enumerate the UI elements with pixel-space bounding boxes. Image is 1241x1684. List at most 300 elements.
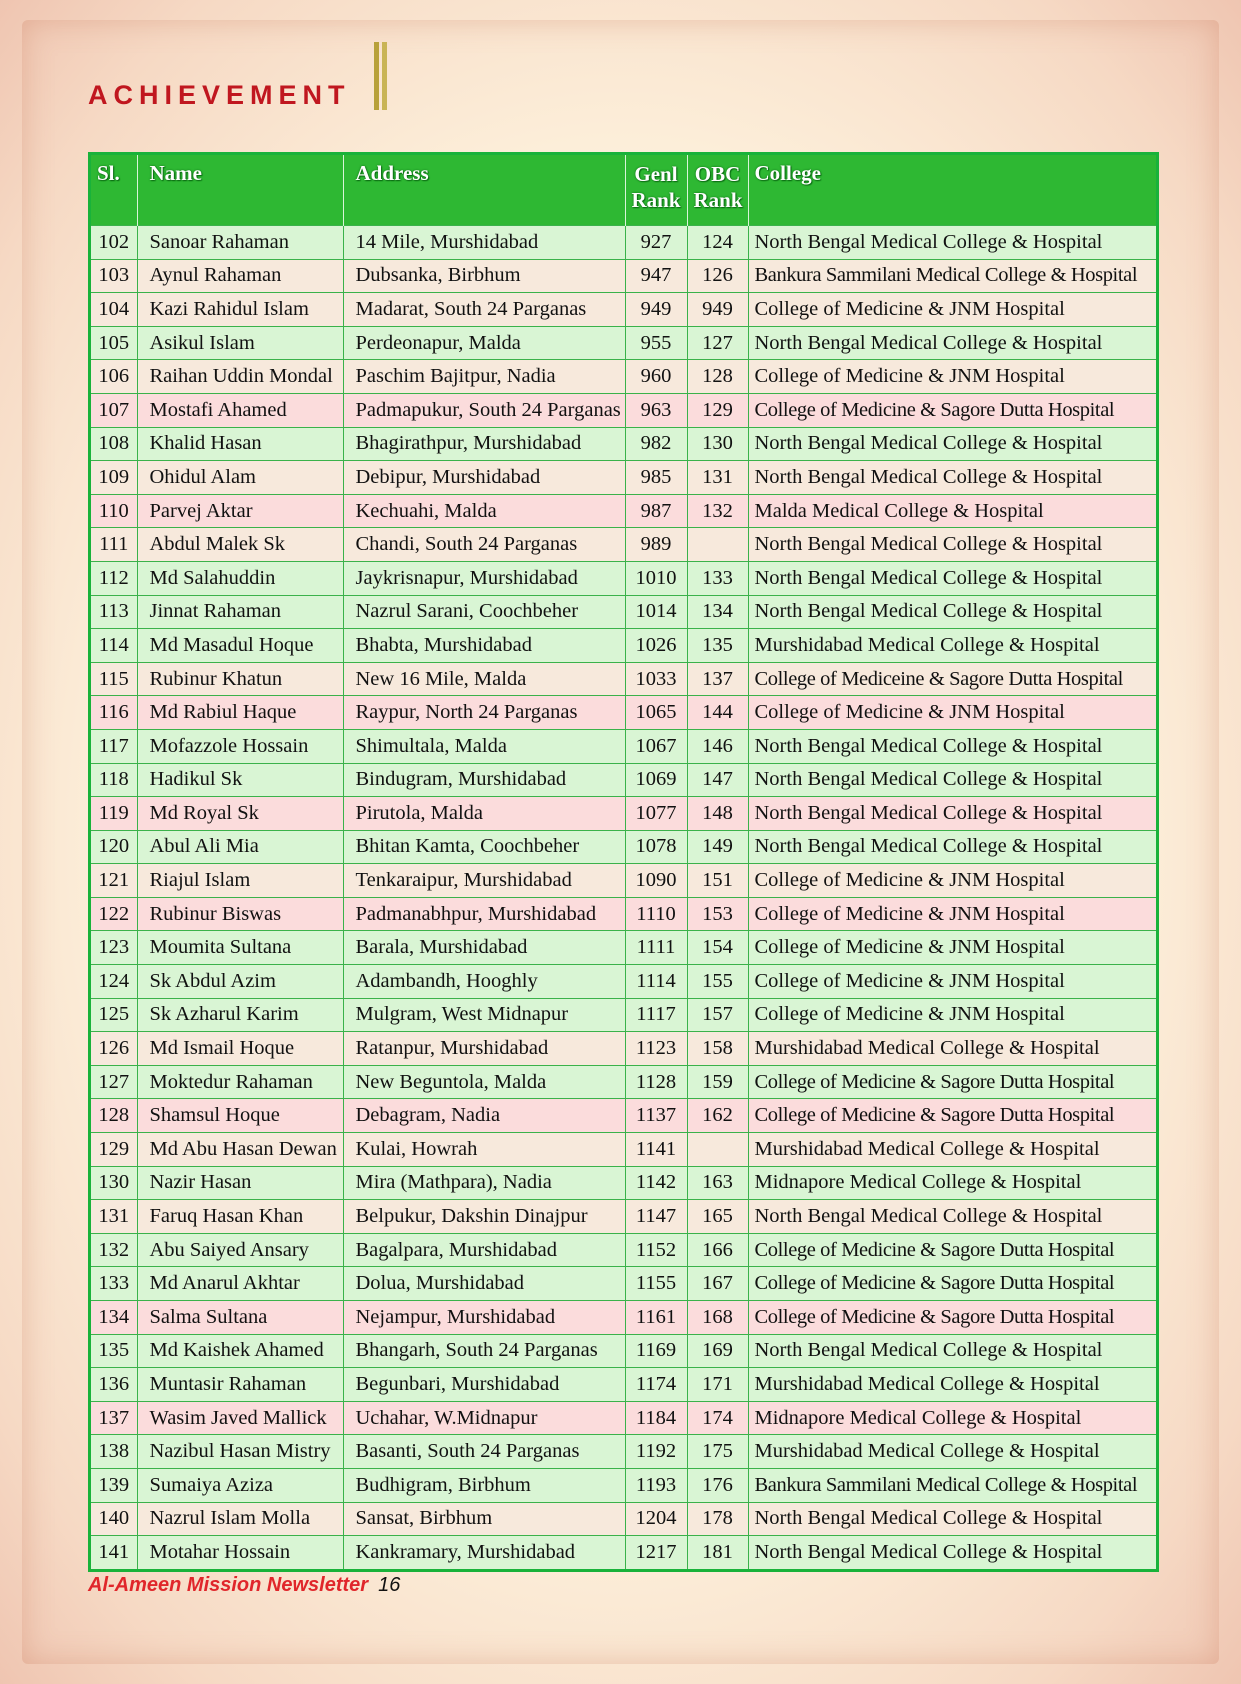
row-genl-rank: 949 [625,293,687,327]
row-sl: 126 [91,1032,137,1066]
row-obc-rank: 165 [687,1200,748,1234]
row-college: North Bengal Medical College & Hospital [748,1502,1156,1536]
row-name: Moumita Sultana [137,931,343,965]
table-row [91,965,1156,999]
row-sl: 123 [91,931,137,965]
row-obc-rank: 181 [687,1536,748,1569]
table-row [91,1502,1156,1536]
row-address: Bhagirathpur, Murshidabad [343,427,625,461]
row-obc-rank: 154 [687,931,748,965]
row-sl: 122 [91,897,137,931]
row-obc-rank: 144 [687,696,748,730]
table-row [91,729,1156,763]
row-address: Bhangarh, South 24 Parganas [343,1334,625,1368]
row-college: North Bengal Medical College & Hospital [748,528,1156,562]
row-name: Jinnat Rahaman [137,595,343,629]
row-address: Mulgram, West Midnapur [343,998,625,1032]
row-name: Ohidul Alam [137,461,343,495]
row-college: North Bengal Medical College & Hospital [748,1536,1156,1569]
row-name: Sk Abdul Azim [137,965,343,999]
table-row [91,830,1156,864]
row-address: Kankramary, Murshidabad [343,1536,625,1569]
row-sl: 138 [91,1435,137,1469]
row-sl: 121 [91,864,137,898]
row-obc-rank: 169 [687,1334,748,1368]
table-row [91,461,1156,495]
row-name: Muntasir Rahaman [137,1368,343,1402]
row-name: Salma Sultana [137,1301,343,1335]
row-obc-rank: 163 [687,1166,748,1200]
table-row [91,1099,1156,1133]
row-genl-rank: 963 [625,393,687,427]
row-address: Shimultala, Malda [343,729,625,763]
table-row [91,1301,1156,1335]
row-college: College of Medicine & Sagore Dutta Hospital [748,1065,1156,1099]
row-sl: 103 [91,259,137,293]
table-row [91,797,1156,831]
row-obc-rank: 127 [687,326,748,360]
row-college: College of Medicine & Sagore Dutta Hospital [748,393,1156,427]
table-row [91,326,1156,360]
row-name: Wasim Javed Mallick [137,1401,343,1435]
header-genl-line2: Rank [631,188,681,212]
table-row [91,1065,1156,1099]
row-name: Sk Azharul Karim [137,998,343,1032]
row-genl-rank: 1067 [625,729,687,763]
row-sl: 128 [91,1099,137,1133]
table-row [91,696,1156,730]
row-address: Chandi, South 24 Parganas [343,528,625,562]
row-college: North Bengal Medical College & Hospital [748,763,1156,797]
row-address: Dubsanka, Birbhum [343,259,625,293]
ornament-bar-1 [374,42,379,110]
row-college: North Bengal Medical College & Hospital [748,427,1156,461]
row-name: Abu Saiyed Ansary [137,1233,343,1267]
table-row [91,763,1156,797]
row-obc-rank: 159 [687,1065,748,1099]
row-name: Md Masadul Hoque [137,629,343,663]
row-sl: 116 [91,696,137,730]
row-genl-rank: 1155 [625,1267,687,1301]
table-row [91,561,1156,595]
table-row [91,1536,1156,1569]
row-name: Mostafi Ahamed [137,393,343,427]
row-name: Kazi Rahidul Islam [137,293,343,327]
row-genl-rank: 955 [625,326,687,360]
row-college: Bankura Sammilani Medical College & Hospital [748,1468,1156,1502]
table-row [91,494,1156,528]
row-name: Md Ismail Hoque [137,1032,343,1066]
header-genl-line1: Genl [634,162,678,186]
row-name: Aynul Rahaman [137,259,343,293]
table-row [91,1267,1156,1301]
row-obc-rank: 146 [687,729,748,763]
table-row [91,360,1156,394]
row-college: Murshidabad Medical College & Hospital [748,629,1156,663]
row-address: Pirutola, Malda [343,797,625,831]
table-row [91,427,1156,461]
row-sl: 134 [91,1301,137,1335]
row-obc-rank [687,528,748,562]
row-sl: 107 [91,393,137,427]
row-obc-rank: 135 [687,629,748,663]
row-address: Adambandh, Hooghly [343,965,625,999]
row-address: Barala, Murshidabad [343,931,625,965]
row-college: Malda Medical College & Hospital [748,494,1156,528]
row-sl: 120 [91,830,137,864]
row-address: Budhigram, Birbhum [343,1468,625,1502]
row-sl: 108 [91,427,137,461]
row-name: Raihan Uddin Mondal [137,360,343,394]
row-address: Nazrul Sarani, Coochbeher [343,595,625,629]
row-name: Md Salahuddin [137,561,343,595]
header-name [137,155,343,226]
row-address: Raypur, North 24 Parganas [343,696,625,730]
row-obc-rank: 149 [687,830,748,864]
row-address: Dolua, Murshidabad [343,1267,625,1301]
row-address: New 16 Mile, Malda [343,662,625,696]
row-genl-rank: 1174 [625,1368,687,1402]
row-obc-rank: 155 [687,965,748,999]
row-address: Uchahar, W.Midnapur [343,1401,625,1435]
row-genl-rank: 1217 [625,1536,687,1569]
row-name: Md Anarul Akhtar [137,1267,343,1301]
header-college: College [748,155,1156,226]
row-name: Sumaiya Aziza [137,1468,343,1502]
row-address: Begunbari, Murshidabad [343,1368,625,1402]
row-genl-rank: 1152 [625,1233,687,1267]
row-sl: 119 [91,797,137,831]
row-genl-rank: 1014 [625,595,687,629]
row-address: Mira (Mathpara), Nadia [343,1166,625,1200]
row-genl-rank: 1114 [625,965,687,999]
row-address: Madarat, South 24 Parganas [343,293,625,327]
row-sl: 118 [91,763,137,797]
row-genl-rank: 985 [625,461,687,495]
table-row [91,629,1156,663]
row-sl: 109 [91,461,137,495]
row-genl-rank: 1010 [625,561,687,595]
row-address: Padmapukur, South 24 Parganas [343,393,625,427]
row-college: College of Medicine & JNM Hospital [748,931,1156,965]
header-obc-rank [687,155,748,226]
row-genl-rank: 1117 [625,998,687,1032]
table-row [91,1200,1156,1234]
row-genl-rank: 1110 [625,897,687,931]
row-sl: 141 [91,1536,137,1569]
results-table [91,155,1156,1569]
row-college: North Bengal Medical College & Hospital [748,797,1156,831]
row-college: Midnapore Medical College & Hospital [748,1401,1156,1435]
row-obc-rank: 134 [687,595,748,629]
row-genl-rank: 1147 [625,1200,687,1234]
footer-page-number: 16 [378,1574,401,1596]
table-row [91,662,1156,696]
row-obc-rank: 133 [687,561,748,595]
row-genl-rank: 1137 [625,1099,687,1133]
row-obc-rank: 151 [687,864,748,898]
row-name: Rubinur Khatun [137,662,343,696]
row-obc-rank: 148 [687,797,748,831]
row-sl: 106 [91,360,137,394]
table-row [91,595,1156,629]
row-obc-rank: 158 [687,1032,748,1066]
row-college: Murshidabad Medical College & Hospital [748,1435,1156,1469]
row-obc-rank: 175 [687,1435,748,1469]
table-row [91,1435,1156,1469]
header-obc-line2: Rank [693,188,743,212]
row-genl-rank: 1142 [625,1166,687,1200]
row-genl-rank: 1193 [625,1468,687,1502]
row-address: Kulai, Howrah [343,1133,625,1167]
row-name: Nazibul Hasan Mistry [137,1435,343,1469]
row-sl: 104 [91,293,137,327]
row-obc-rank: 949 [687,293,748,327]
row-name: Rubinur Biswas [137,897,343,931]
table-row [91,1166,1156,1200]
row-address: Nejampur, Murshidabad [343,1301,625,1335]
header-address-label: Address [355,161,429,185]
row-sl: 139 [91,1468,137,1502]
row-genl-rank: 1078 [625,830,687,864]
row-sl: 110 [91,494,137,528]
row-name: Nazir Hasan [137,1166,343,1200]
row-name: Abul Ali Mia [137,830,343,864]
table-body [91,226,1156,1569]
row-sl: 127 [91,1065,137,1099]
row-genl-rank: 1184 [625,1401,687,1435]
row-address: 14 Mile, Murshidabad [343,226,625,260]
row-address: Jaykrisnapur, Murshidabad [343,561,625,595]
header-obc-line1: OBC [694,162,741,186]
header-address [343,155,625,226]
row-obc-rank: 176 [687,1468,748,1502]
header-genl-rank [625,155,687,226]
row-genl-rank: 1069 [625,763,687,797]
row-college: College of Medicine & JNM Hospital [748,293,1156,327]
row-address: Ratanpur, Murshidabad [343,1032,625,1066]
row-genl-rank: 1123 [625,1032,687,1066]
row-address: Paschim Bajitpur, Nadia [343,360,625,394]
row-address: New Beguntola, Malda [343,1065,625,1099]
row-name: Shamsul Hoque [137,1099,343,1133]
row-college: North Bengal Medical College & Hospital [748,561,1156,595]
row-sl: 115 [91,662,137,696]
row-genl-rank: 1169 [625,1334,687,1368]
row-obc-rank: 137 [687,662,748,696]
row-obc-rank: 129 [687,393,748,427]
row-sl: 113 [91,595,137,629]
row-sl: 132 [91,1233,137,1267]
row-sl: 136 [91,1368,137,1402]
heading-ornament [374,42,390,110]
header-sl: Sl. [91,155,137,226]
row-name: Khalid Hasan [137,427,343,461]
table-row [91,931,1156,965]
row-sl: 133 [91,1267,137,1301]
row-genl-rank: 1033 [625,662,687,696]
table-row [91,864,1156,898]
row-genl-rank: 1161 [625,1301,687,1335]
row-genl-rank: 1128 [625,1065,687,1099]
table-row [91,1468,1156,1502]
table-row [91,293,1156,327]
row-college: North Bengal Medical College & Hospital [748,595,1156,629]
table-header-row [91,155,1156,226]
row-college: College of Medicine & Sagore Dutta Hospital [748,1099,1156,1133]
table-row [91,393,1156,427]
row-sl: 129 [91,1133,137,1167]
table-row [91,897,1156,931]
row-college: College of Medicine & JNM Hospital [748,864,1156,898]
row-college: College of Medicine & JNM Hospital [748,897,1156,931]
row-obc-rank: 124 [687,226,748,260]
row-obc-rank: 162 [687,1099,748,1133]
row-obc-rank [687,1133,748,1167]
ornament-bar-2 [382,42,387,110]
row-genl-rank: 1204 [625,1502,687,1536]
row-sl: 111 [91,528,137,562]
row-address: Tenkaraipur, Murshidabad [343,864,625,898]
row-name: Sanoar Rahaman [137,226,343,260]
row-genl-rank: 1077 [625,797,687,831]
row-obc-rank: 131 [687,461,748,495]
table-row [91,998,1156,1032]
table-row [91,1032,1156,1066]
row-college: College of Mediceine & Sagore Dutta Hospital [748,662,1156,696]
row-sl: 102 [91,226,137,260]
row-name: Md Kaishek Ahamed [137,1334,343,1368]
row-genl-rank: 1192 [625,1435,687,1469]
table-row [91,528,1156,562]
row-name: Hadikul Sk [137,763,343,797]
row-address: Padmanabhpur, Murshidabad [343,897,625,931]
row-obc-rank: 167 [687,1267,748,1301]
row-obc-rank: 178 [687,1502,748,1536]
row-name: Mofazzole Hossain [137,729,343,763]
row-name: Faruq Hasan Khan [137,1200,343,1234]
row-genl-rank: 947 [625,259,687,293]
row-name: Md Royal Sk [137,797,343,831]
row-name: Parvej Aktar [137,494,343,528]
table-row [91,1401,1156,1435]
row-college: North Bengal Medical College & Hospital [748,226,1156,260]
row-sl: 137 [91,1401,137,1435]
table-row [91,1368,1156,1402]
row-sl: 105 [91,326,137,360]
footer [88,1574,400,1597]
row-address: Bhabta, Murshidabad [343,629,625,663]
row-sl: 130 [91,1166,137,1200]
row-sl: 131 [91,1200,137,1234]
row-genl-rank: 982 [625,427,687,461]
row-genl-rank: 1026 [625,629,687,663]
row-genl-rank: 987 [625,494,687,528]
row-sl: 114 [91,629,137,663]
row-name: Abdul Malek Sk [137,528,343,562]
header-name-label: Name [149,161,202,185]
row-obc-rank: 132 [687,494,748,528]
row-college: Murshidabad Medical College & Hospital [748,1133,1156,1167]
row-genl-rank: 927 [625,226,687,260]
row-obc-rank: 171 [687,1368,748,1402]
row-college: College of Medicine & JNM Hospital [748,360,1156,394]
row-college: North Bengal Medical College & Hospital [748,461,1156,495]
table-row [91,1334,1156,1368]
row-college: North Bengal Medical College & Hospital [748,830,1156,864]
row-address: Sansat, Birbhum [343,1502,625,1536]
table-row [91,226,1156,260]
row-genl-rank: 1065 [625,696,687,730]
row-name: Md Rabiul Haque [137,696,343,730]
row-sl: 124 [91,965,137,999]
row-college: Midnapore Medical College & Hospital [748,1166,1156,1200]
row-genl-rank: 1090 [625,864,687,898]
row-genl-rank: 1111 [625,931,687,965]
table-row [91,1233,1156,1267]
row-name: Riajul Islam [137,864,343,898]
row-sl: 112 [91,561,137,595]
row-college: College of Medicine & Sagore Dutta Hospital [748,1301,1156,1335]
row-obc-rank: 126 [687,259,748,293]
row-address: Basanti, South 24 Parganas [343,1435,625,1469]
row-address: Perdeonapur, Malda [343,326,625,360]
row-obc-rank: 128 [687,360,748,394]
row-obc-rank: 174 [687,1401,748,1435]
footer-publication: Al-Ameen Mission Newsletter [88,1574,369,1596]
row-name: Asikul Islam [137,326,343,360]
table-row [91,259,1156,293]
row-name: Nazrul Islam Molla [137,1502,343,1536]
row-sl: 135 [91,1334,137,1368]
row-genl-rank: 1141 [625,1133,687,1167]
row-obc-rank: 147 [687,763,748,797]
row-college: College of Medicine & Sagore Dutta Hospital [748,1267,1156,1301]
row-genl-rank: 989 [625,528,687,562]
row-sl: 117 [91,729,137,763]
row-college: College of Medicine & JNM Hospital [748,696,1156,730]
row-obc-rank: 153 [687,897,748,931]
row-address: Belpukur, Dakshin Dinajpur [343,1200,625,1234]
row-name: Moktedur Rahaman [137,1065,343,1099]
row-address: Bhitan Kamta, Coochbeher [343,830,625,864]
row-college: College of Medicine & JNM Hospital [748,998,1156,1032]
row-name: Md Abu Hasan Dewan [137,1133,343,1167]
row-obc-rank: 130 [687,427,748,461]
row-college: North Bengal Medical College & Hospital [748,1200,1156,1234]
row-address: Bagalpara, Murshidabad [343,1233,625,1267]
page-heading: ACHIEVEMENT [88,80,351,110]
row-genl-rank: 960 [625,360,687,394]
table-row [91,1133,1156,1167]
row-sl: 140 [91,1502,137,1536]
row-sl: 125 [91,998,137,1032]
row-name: Motahar Hossain [137,1536,343,1569]
row-address: Debagram, Nadia [343,1099,625,1133]
row-college: Murshidabad Medical College & Hospital [748,1032,1156,1066]
results-table-container [88,152,1159,1572]
row-obc-rank: 168 [687,1301,748,1335]
row-college: College of Medicine & JNM Hospital [748,965,1156,999]
row-college: Murshidabad Medical College & Hospital [748,1368,1156,1402]
row-address: Kechuahi, Malda [343,494,625,528]
row-college: Bankura Sammilani Medical College & Hospital [748,259,1156,293]
row-obc-rank: 157 [687,998,748,1032]
row-obc-rank: 166 [687,1233,748,1267]
row-address: Debipur, Murshidabad [343,461,625,495]
row-college: College of Medicine & Sagore Dutta Hospital [748,1233,1156,1267]
row-college: North Bengal Medical College & Hospital [748,1334,1156,1368]
